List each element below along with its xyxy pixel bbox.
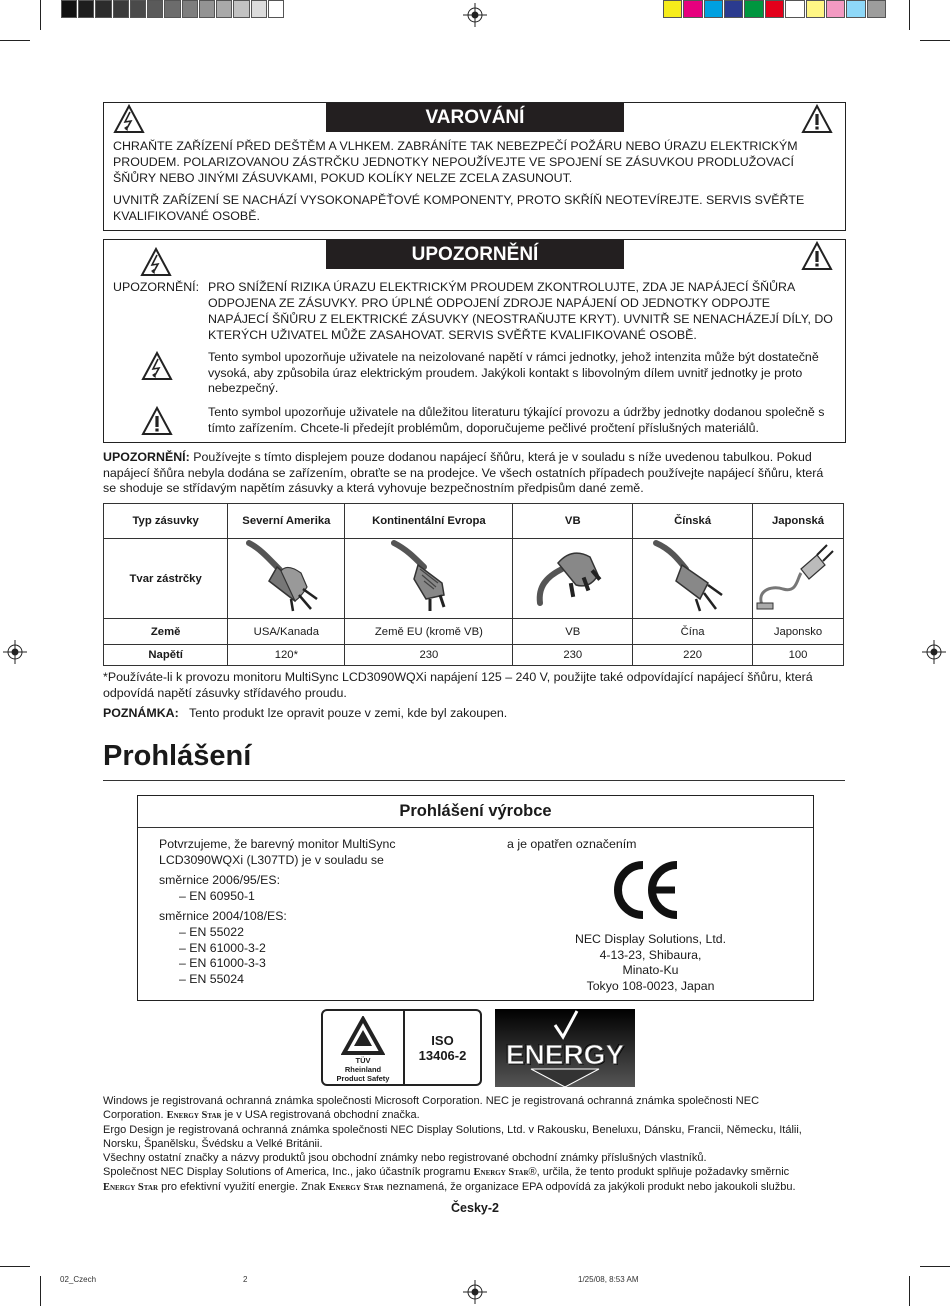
crop-mark xyxy=(909,1276,910,1306)
ce-mark-icon xyxy=(613,859,683,921)
table-cell: VB xyxy=(513,619,633,645)
trademark-line: Norsku, Španělsku, Švédsku a Velké Británii. xyxy=(103,1138,323,1150)
uk-plug-icon xyxy=(528,539,618,615)
tuv-line: Rheinland xyxy=(344,1065,382,1074)
registration-mark-icon xyxy=(463,1280,487,1304)
caution-title: UPOZORNĚNÍ xyxy=(326,240,624,269)
note-text: Tento produkt lze opravit pouze v zemi, kde byl zakoupen. xyxy=(189,706,508,720)
section-heading: Prohlášení xyxy=(103,740,252,772)
europe-plug-icon xyxy=(384,539,474,615)
note-label: POZNÁMKA: xyxy=(103,706,179,720)
table-cell xyxy=(633,539,753,619)
address-line: Tokyo 108-0023, Japan xyxy=(586,978,715,993)
table-cell: USA/Kanada xyxy=(228,619,345,645)
standard-item: – EN 61000-3-2 xyxy=(179,940,266,955)
gray-color-bar xyxy=(61,0,285,20)
table-header: VB xyxy=(513,504,633,539)
trademark-line xyxy=(103,1180,848,1195)
caution-label: UPOZORNĚNÍ: xyxy=(113,280,200,294)
color-swatch xyxy=(113,0,129,18)
energy-wordmark: ENERGY xyxy=(505,1039,625,1070)
electric-shock-icon xyxy=(113,104,145,134)
energy-star-mark: Energy Star xyxy=(328,1182,384,1193)
voltage-footnote: *Používáte-li k provozu monitoru MultiSync LCD3090WQXi napájení 125 – 240 V, použijte také odpovídající napájecí šňůru, která odpovídá napětí zásuvky střídavého proudu. xyxy=(103,670,813,700)
energy-star-mark: Energy Star xyxy=(473,1167,529,1178)
china-plug-icon xyxy=(648,539,738,615)
address-line: 4-13-23, Shibaura, xyxy=(599,947,702,962)
crop-mark xyxy=(40,0,41,30)
color-swatch xyxy=(724,0,743,18)
trademark-line xyxy=(103,1165,848,1180)
color-swatch xyxy=(826,0,845,18)
warning-paragraph-1: CHRAŇTE ZAŘÍZENÍ PŘED DEŠTĚM A VLHKEM. ZABRÁNÍTE TAK NEBEZPEČÍ POŽÁRU NEBO ÚRAZU ELEKTRICKÝM PROUDEM. POLARIZOVANOU ZÁSTRČKU JEDNOTKY NEPOUŽÍVEJTE VE SPOJENÍ SE ZÁSUVKOU PRODLUŽOVACÍ ŠŇŮRY NEBO JINÝMI ZÁSUVKAMI, POKUD KOLÍKY NELZE ZCELA ZASUNOUT. xyxy=(113,139,798,185)
exclamation-warning-icon xyxy=(141,406,173,436)
tuv-iso-logo xyxy=(321,1009,482,1086)
declaration-title: Prohlášení výrobce xyxy=(399,802,552,820)
text-span: Corporation. xyxy=(103,1109,167,1121)
ce-intro: a je opatřen označením xyxy=(507,837,637,851)
color-swatch xyxy=(182,0,198,18)
table-cell: 100 xyxy=(753,645,844,666)
slug-file: 02_Czech xyxy=(60,1275,97,1284)
table-header: Kontinentální Evropa xyxy=(345,504,513,539)
text-span: ®, určila, že tento produkt splňuje požadavky směrnic xyxy=(528,1166,790,1178)
crop-mark xyxy=(909,0,910,30)
table-cell xyxy=(513,539,633,619)
plug-type-table xyxy=(103,503,844,666)
table-cell: 230 xyxy=(513,645,633,666)
trademark-line: Ergo Design je registrovaná ochranná známka společnosti NEC Display Solutions, Ltd. v Rakousku, Beneluxu, Dánsku, Francii, Německu, Itálii, xyxy=(103,1124,802,1136)
slug-page: 2 xyxy=(243,1275,248,1284)
repair-note xyxy=(103,706,507,722)
color-swatch xyxy=(765,0,784,18)
standard-item: – EN 61000-3-3 xyxy=(179,956,266,971)
energy-star-logo xyxy=(495,1009,635,1087)
color-swatch xyxy=(744,0,763,18)
warning-box xyxy=(103,102,846,231)
color-swatch xyxy=(199,0,215,18)
page-number: Česky-2 xyxy=(451,1201,499,1215)
declaration-left-column xyxy=(159,837,395,987)
country-row-label: Země xyxy=(104,619,228,645)
table-cell: Japonsko xyxy=(753,619,844,645)
table-cell xyxy=(345,539,513,619)
crop-mark xyxy=(0,1266,30,1267)
caution-paragraph: PRO SNÍŽENÍ RIZIKA ÚRAZU ELEKTRICKÝM PROUDEM ZKONTROLUJTE, ZDA JE NAPÁJECÍ ŠŇŮRA ODPOJENA ZE ZÁSUVKY. PRO ÚPLNÉ ODPOJENÍ ZDROJE NAPÁJENÍ OD JEDNOTKY ODPOJTE NAPÁJECÍ ŠŇŮRU Z ELEKTRICKÉ ZÁSUVKY (NEOSTRAŇUJTE KRYT). UVNITŘ SE NENACHÁZEJÍ DÍLY, DO KTERÝCH UŽIVATEL MŮŽE ZASAHOVAT. SERVIS SVĚŘTE KVALIFIKOVANÉ OSOBĚ. xyxy=(208,280,833,342)
color-swatch xyxy=(164,0,180,18)
registration-mark-icon xyxy=(463,3,487,27)
color-swatch xyxy=(78,0,94,18)
color-swatch xyxy=(268,0,284,18)
color-swatch xyxy=(95,0,111,18)
text-span: je v USA registrovaná obchodní značka. xyxy=(221,1109,420,1121)
energy-star-mark: Energy Star xyxy=(103,1182,159,1193)
color-swatch xyxy=(785,0,804,18)
exclamation-warning-icon xyxy=(801,104,833,134)
manufacturer-address xyxy=(538,932,763,994)
standard-item: – EN 55022 xyxy=(179,924,244,939)
table-header: Čínská xyxy=(633,504,753,539)
table-cell: 120* xyxy=(228,645,345,666)
tuv-line: TÜV xyxy=(355,1056,371,1065)
address-line: Minato-Ku xyxy=(622,963,679,978)
table-cell xyxy=(228,539,345,619)
warning-paragraph-2: UVNITŘ ZAŘÍZENÍ SE NACHÁZÍ VYSOKONAPĚŤOVÉ KOMPONENTY, PROTO SKŘÍŇ NEOTEVÍREJTE. SERVIS SVĚŘTE KVALIFIKOVANÉ OSOBĚ. xyxy=(113,193,805,223)
notice-label: UPOZORNĚNÍ: xyxy=(103,450,190,464)
color-swatch xyxy=(147,0,163,18)
electric-shock-icon xyxy=(141,351,173,381)
directive-2: směrnice 2004/108/ES: xyxy=(159,909,287,924)
crop-mark xyxy=(920,40,950,41)
registration-mark-icon xyxy=(922,640,946,664)
directive-1: směrnice 2006/95/ES: xyxy=(159,873,280,888)
table-header: Japonská xyxy=(753,504,844,539)
color-swatch xyxy=(663,0,682,18)
standard-item: – EN 55024 xyxy=(179,971,244,986)
electric-shock-icon xyxy=(140,247,172,277)
table-cell: Čína xyxy=(633,619,753,645)
color-swatch xyxy=(704,0,723,18)
crop-mark xyxy=(40,1276,41,1306)
declaration-intro: LCD3090WQXi (L307TD) je v souladu se xyxy=(159,852,384,867)
trademark-notes xyxy=(103,1094,848,1195)
exclamation-warning-icon xyxy=(801,241,833,271)
crop-mark xyxy=(0,40,30,41)
plug-row-label: Tvar zástrčky xyxy=(104,539,228,619)
trademark-line: Windows je registrovaná ochranná známka společnosti Microsoft Corporation. NEC je registrovaná ochranná známka společnosti NEC xyxy=(103,1095,760,1107)
north-america-plug-icon xyxy=(241,539,331,615)
color-swatch xyxy=(846,0,865,18)
process-color-bar xyxy=(663,0,887,20)
text-span: neznamená, že organizace EPA odpovídá za jakýkoli produkt nebo jakoukoli službu. xyxy=(383,1181,796,1193)
declaration-intro: Potvrzujeme, že barevný monitor MultiSync xyxy=(159,837,396,851)
iso-line: 13406-2 xyxy=(418,1048,467,1063)
tuv-triangle-icon xyxy=(341,1016,385,1056)
color-swatch xyxy=(233,0,249,18)
color-swatch xyxy=(216,0,232,18)
japan-plug-icon xyxy=(753,539,843,615)
color-swatch xyxy=(251,0,267,18)
slug-date: 1/25/08, 8:53 AM xyxy=(578,1275,639,1284)
iso-line: ISO xyxy=(431,1033,454,1048)
table-cell: 230 xyxy=(345,645,513,666)
declaration-title-rule xyxy=(138,827,813,828)
heading-rule xyxy=(103,780,845,781)
shock-symbol-description: Tento symbol upozorňuje uživatele na neizolované napětí v rámci jednotky, jehož intenzita může být dostatečně vysoká, aby způsobila úraz elektrickým proudem. Jakýkoli kontakt s libovolným dílem uvnitř jednotky je proto nebezpečný. xyxy=(208,350,819,396)
power-cord-notice xyxy=(103,450,838,497)
crop-mark xyxy=(920,1266,950,1267)
tuv-line: Product Safety xyxy=(336,1074,390,1083)
warning-title: VAROVÁNÍ xyxy=(326,103,624,132)
table-cell: 220 xyxy=(633,645,753,666)
table-header: Severní Amerika xyxy=(228,504,345,539)
voltage-row-label: Napětí xyxy=(104,645,228,666)
exclamation-symbol-description: Tento symbol upozorňuje uživatele na důležitou literaturu týkající provozu a údržby jednotky dodanou společně s tímto zařízením. Chcete-li předejít problémům, doporučujeme pečlivé pročtení příslušných materiálů. xyxy=(208,405,825,435)
address-line: NEC Display Solutions, Ltd. xyxy=(574,932,727,946)
standard-item: – EN 60950-1 xyxy=(179,888,255,903)
table-header: Typ zásuvky xyxy=(104,504,228,539)
trademark-line: Všechny ostatní značky a názvy produktů jsou obchodní známky nebo registrované obchodní známky příslušných vlastníků. xyxy=(103,1152,707,1164)
color-swatch xyxy=(130,0,146,18)
trademark-line xyxy=(103,1108,848,1123)
table-cell: Země EU (kromě VB) xyxy=(345,619,513,645)
text-span: pro efektivní využití energie. Znak xyxy=(158,1181,329,1193)
color-swatch xyxy=(806,0,825,18)
color-swatch xyxy=(683,0,702,18)
caution-box xyxy=(103,239,846,443)
energy-star-mark: Energy Star xyxy=(166,1110,222,1121)
color-swatch xyxy=(867,0,886,18)
notice-text: Používejte s tímto displejem pouze dodanou napájecí šňůru, která je v souladu s níže uvedenou tabulkou. Pokud napájecí šňůra nebyla dodána se zařízením, obraťte se na prodejce. Ve všech ostatních případech používejte napájecí šňůru, která se shoduje se střídavým napětím zásuvky a která vyhovuje bezpečnostním předpisům dané země. xyxy=(103,450,824,496)
color-swatch xyxy=(61,0,77,18)
registration-mark-icon xyxy=(3,640,27,664)
text-span: Společnost NEC Display Solutions of America, Inc., jako účastník programu xyxy=(103,1166,474,1178)
declaration-box xyxy=(137,795,814,1001)
table-cell xyxy=(753,539,844,619)
